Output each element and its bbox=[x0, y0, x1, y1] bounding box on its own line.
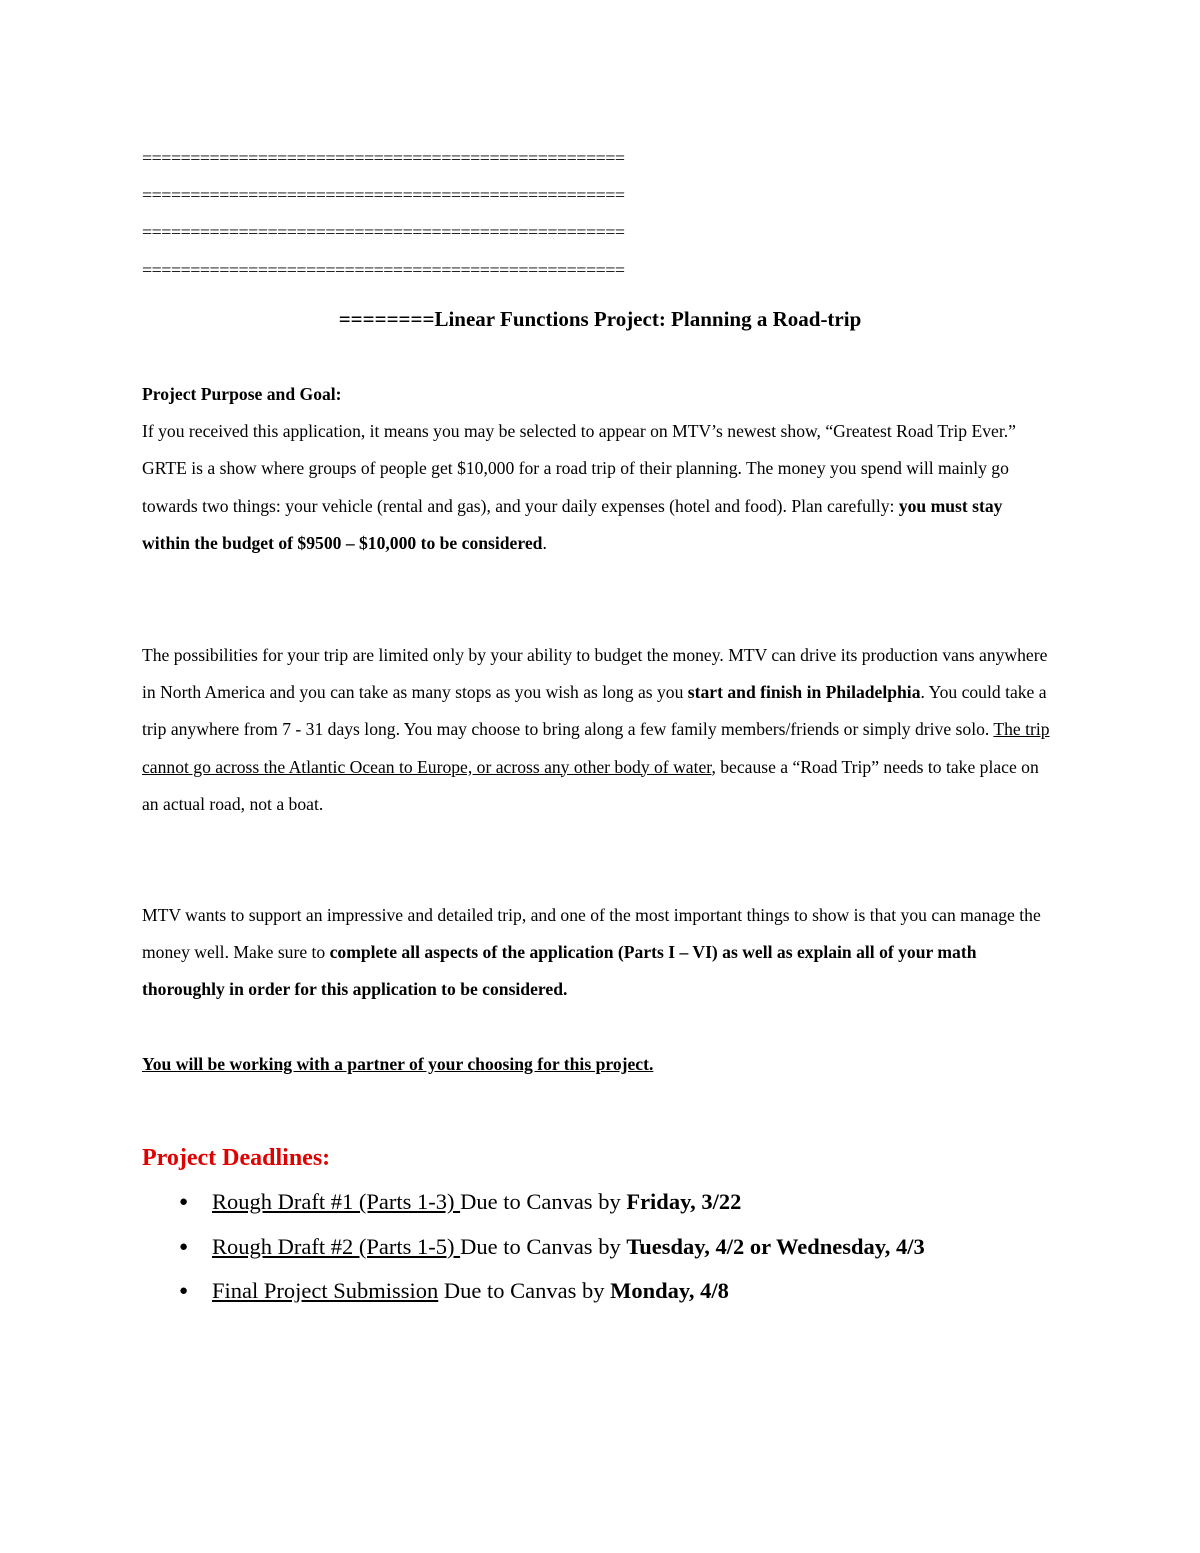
deadlines-list bbox=[142, 1184, 1102, 1318]
deadlines-heading: Project Deadlines: bbox=[142, 1145, 331, 1171]
support-text: MTV wants to support an impressive and detailed trip, and one of the most important things to show is that you can manage the money well. Make sure to bbox=[142, 905, 1041, 963]
deadline-item bbox=[142, 1229, 1102, 1274]
separator-line-2: ================================================== bbox=[142, 185, 625, 205]
purpose-section bbox=[142, 376, 1054, 562]
deadline-middle: Due to Canvas by bbox=[460, 1233, 627, 1259]
water-restriction: The trip cannot go across the Atlantic Ocean to Europe, or across any other body of water bbox=[142, 719, 1050, 777]
separator-line-1: ================================================== bbox=[142, 148, 625, 168]
budget-requirement: you must stay within the budget of $9500 – $10,000 to be considered bbox=[142, 495, 1003, 553]
deadline-item bbox=[142, 1184, 1102, 1229]
deadline-date: Monday, 4/8 bbox=[610, 1278, 729, 1303]
completion-requirement: complete all aspects of the application (Parts I – VI) as well as explain all of your math thoroughly in order for this application to be considered. bbox=[142, 942, 977, 1000]
deadline-date: Friday, 3/22 bbox=[626, 1189, 742, 1214]
bullet-icon: ● bbox=[179, 1194, 189, 1210]
possibilities-section bbox=[142, 637, 1054, 823]
possibilities-text-3: , because a “Road Trip” needs to take place on an actual road, not a boat. bbox=[142, 756, 1039, 814]
support-paragraph bbox=[142, 897, 1054, 1009]
possibilities-text-2: . You could take a trip anywhere from 7 - 31 days long. You may choose to bring along a few family members/friends or simply drive solo. bbox=[142, 682, 1047, 740]
deadline-item bbox=[142, 1273, 1102, 1318]
bullet-icon: ● bbox=[179, 1238, 189, 1255]
deadline-link: Rough Draft #1 (Parts 1-3) bbox=[212, 1189, 461, 1214]
partner-note: You will be working with a partner of your choosing for this project. bbox=[142, 1054, 654, 1074]
start-finish-requirement: start and finish in Philadelphia bbox=[687, 682, 921, 703]
partner-section bbox=[142, 1046, 1054, 1083]
deadline-middle: Due to Canvas by bbox=[438, 1278, 611, 1303]
deadline-date: Tuesday, 4/2 or Wednesday, 4/3 bbox=[626, 1233, 925, 1259]
separator-line-4: ================================================== bbox=[142, 260, 625, 280]
separator-line-3: ================================================== bbox=[142, 222, 625, 242]
purpose-paragraph bbox=[142, 413, 1054, 562]
document-title bbox=[0, 303, 1200, 335]
bullet-icon: ● bbox=[179, 1283, 189, 1299]
title-text: Linear Functions Project: Planning a Road-trip bbox=[434, 307, 862, 331]
purpose-end: . bbox=[542, 532, 547, 553]
deadline-link: Rough Draft #2 (Parts 1-5) bbox=[212, 1233, 461, 1259]
deadline-middle: Due to Canvas by bbox=[460, 1189, 627, 1214]
possibilities-text-1: The possibilities for your trip are limited only by your ability to budget the money. MTV can drive its production vans anywhere in North America and you can take as many stops as you wish as long as you bbox=[142, 645, 1048, 703]
possibilities-paragraph bbox=[142, 637, 1054, 823]
support-section bbox=[142, 897, 1054, 1009]
deadline-link: Final Project Submission bbox=[212, 1278, 439, 1303]
purpose-heading: Project Purpose and Goal: bbox=[142, 384, 342, 404]
title-prefix: ======== bbox=[338, 307, 435, 331]
purpose-text: If you received this application, it means you may be selected to appear on MTV’s newest show, “Greatest Road Trip Ever.” GRTE is a show where groups of people get $10,000 for a road trip of their planning. The money you spend will mainly go towards two things: your vehicle (rental and gas), and your daily expenses (hotel and food). Plan carefully: bbox=[142, 421, 1016, 516]
